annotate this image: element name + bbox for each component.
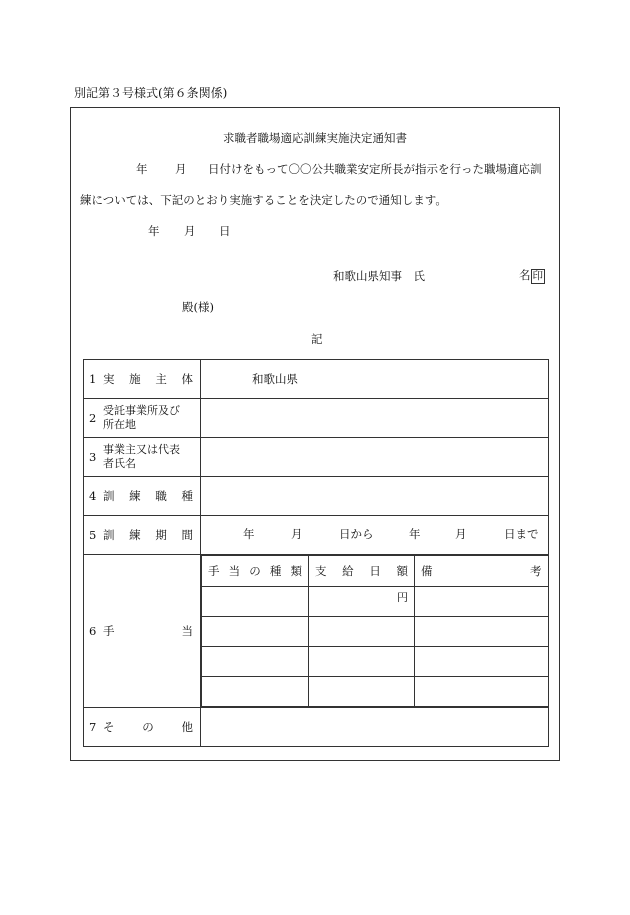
label-char: 期: [155, 528, 167, 542]
allowance-row: [202, 647, 549, 677]
value-cell: [201, 360, 549, 399]
label-line: 事業主又は代表: [103, 443, 180, 456]
row-label: [103, 404, 180, 432]
row-label: [103, 623, 193, 639]
row-number: 3: [89, 450, 97, 464]
label-cell: [84, 477, 201, 516]
row-number: 5: [89, 528, 97, 542]
label-char: 訓: [103, 528, 115, 542]
header-char: 考: [530, 564, 542, 578]
label-cell: [84, 516, 201, 555]
label-cell: [84, 438, 201, 477]
row-label: [103, 488, 193, 504]
row-number: 1: [89, 372, 97, 386]
header-char: 当: [228, 564, 241, 578]
allowance-type-cell[interactable]: [202, 677, 309, 707]
header-char: 種: [269, 564, 282, 578]
row-employer-name: [84, 438, 549, 477]
label-char: 実: [103, 372, 115, 386]
label-line: 所在地: [103, 418, 136, 431]
period-start-year: 年: [243, 527, 255, 541]
header-remarks: [415, 556, 549, 587]
issuer-name-suffix: [519, 267, 545, 284]
label-char: 主: [155, 372, 167, 386]
label-char: 体: [181, 372, 193, 386]
form-number-label: 別記第３号様式(第６条関係): [74, 86, 228, 100]
value-cell[interactable]: [201, 399, 549, 438]
yen-unit: 円: [397, 591, 408, 604]
allowance-table: [201, 555, 549, 707]
allowance-remarks-cell[interactable]: [415, 677, 549, 707]
label-char: 職: [155, 489, 167, 503]
label-char: 練: [129, 489, 141, 503]
allowance-type-cell[interactable]: [202, 647, 309, 677]
row-implementing-body: [84, 360, 549, 399]
label-char: の: [142, 720, 154, 734]
date-month: 月: [184, 224, 196, 238]
header-char: 給: [342, 564, 354, 578]
details-table: [83, 359, 549, 747]
period-end-day: 日まで: [504, 527, 539, 541]
allowance-amount-cell[interactable]: [309, 587, 415, 617]
label-char: 手: [103, 624, 115, 638]
header-char: 額: [396, 564, 408, 578]
period-start-day: 日から: [339, 527, 374, 541]
allowance-amount-cell[interactable]: [309, 677, 415, 707]
period-cell: [201, 516, 549, 555]
row-training-occupation: [84, 477, 549, 516]
allowance-remarks-cell[interactable]: [415, 617, 549, 647]
row-label: [103, 719, 193, 735]
para-line2-text: 練については、下記のとおり実施することを決定したので通知します。: [80, 193, 447, 207]
allowance-amount-cell[interactable]: [309, 647, 415, 677]
row-number: 4: [89, 489, 97, 503]
addressee-label: 殿(様): [182, 300, 214, 314]
value-cell[interactable]: [201, 477, 549, 516]
seal-mark: 印: [532, 270, 543, 282]
value-cell[interactable]: [201, 438, 549, 477]
label-char: 訓: [103, 489, 115, 503]
header-char: 支: [315, 564, 327, 578]
label-char: 間: [181, 528, 193, 542]
header-char: 手: [208, 564, 220, 578]
date-year: 年: [148, 224, 160, 238]
para-month: 月: [175, 162, 187, 176]
allowance-subtable-cell: [201, 555, 549, 708]
allowance-header-row: [202, 556, 549, 587]
label-char: 種: [181, 489, 193, 503]
para-line1-text: 日付けをもって〇〇公共職業安定所長が指示を行った職場適応訓: [208, 162, 542, 176]
allowance-remarks-cell[interactable]: [415, 647, 549, 677]
value-cell[interactable]: [201, 708, 549, 747]
issuer-name: 和歌山県知事 氏: [333, 269, 425, 283]
header-char: 類: [290, 564, 302, 578]
row-allowance: [84, 555, 549, 708]
para-year: 年: [136, 162, 148, 176]
row-label: [103, 443, 180, 471]
row-label: [103, 527, 193, 543]
row-training-period: [84, 516, 549, 555]
label-char: そ: [103, 720, 115, 734]
label-cell: [84, 399, 201, 438]
allowance-row: [202, 677, 549, 707]
label-line: 受託事業所及び: [103, 404, 180, 417]
allowance-type-cell[interactable]: [202, 617, 309, 647]
label-char: 練: [129, 528, 141, 542]
row-number: 7: [89, 720, 97, 734]
allowance-type-cell[interactable]: [202, 587, 309, 617]
label-cell: [84, 708, 201, 747]
header-daily-amount: [309, 556, 415, 587]
label-cell: [84, 360, 201, 399]
ki-label: 記: [311, 332, 323, 346]
date-day: 日: [219, 224, 231, 238]
label-cell: [84, 555, 201, 708]
allowance-remarks-cell[interactable]: [415, 587, 549, 617]
label-line: 者氏名: [103, 457, 136, 470]
row-contractor-office: [84, 399, 549, 438]
row-number: 2: [89, 411, 97, 425]
period-end-year: 年: [409, 527, 421, 541]
header-char: 日: [369, 564, 381, 578]
header-char: の: [249, 564, 261, 578]
row-number: 6: [89, 624, 97, 638]
row-other: [84, 708, 549, 747]
label-char: 施: [129, 372, 141, 386]
label-char: 当: [181, 624, 193, 638]
allowance-amount-cell[interactable]: [309, 617, 415, 647]
label-char: 他: [181, 720, 193, 734]
period-start-month: 月: [291, 527, 303, 541]
allowance-row: [202, 617, 549, 647]
row-label: [103, 371, 193, 387]
document-title: 求職者職場適応訓練実施決定通知書: [223, 131, 407, 145]
header-allowance-type: [202, 556, 309, 587]
issuer-mei: 名: [519, 268, 531, 282]
allowance-row: [202, 587, 549, 617]
header-char: 備: [421, 564, 433, 578]
period-end-month: 月: [455, 527, 467, 541]
implementing-body-value: 和歌山県: [252, 372, 298, 386]
